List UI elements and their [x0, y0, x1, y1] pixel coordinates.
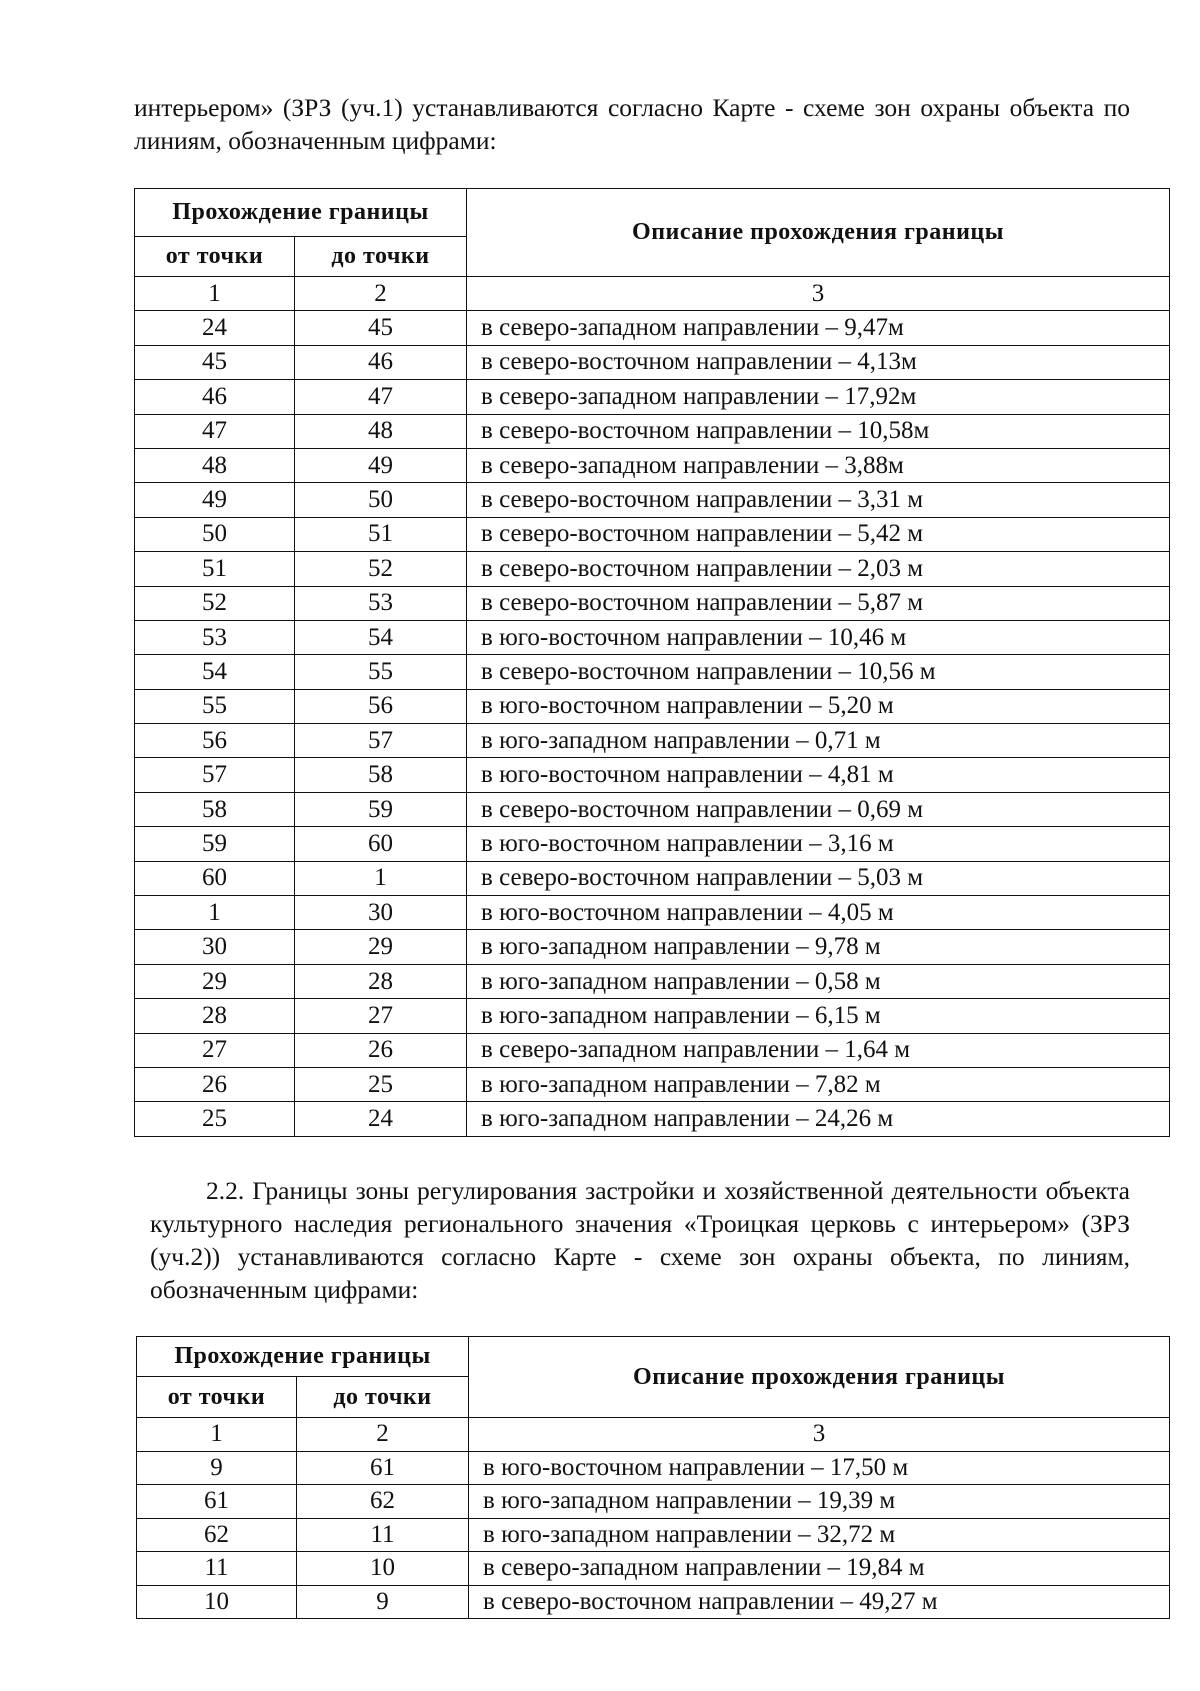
description-cell: в северо-восточном направлении – 5,03 м — [467, 861, 1170, 895]
description-cell: в северо-восточном направлении – 10,56 м — [467, 655, 1170, 689]
boundary-table-zone-2 — [136, 1336, 1170, 1619]
table-row — [135, 689, 1170, 723]
table-row — [135, 1067, 1170, 1101]
from-point-cell: 27 — [135, 1033, 295, 1067]
to-point-cell: 28 — [295, 964, 467, 998]
table-row — [135, 517, 1170, 551]
to-point-cell: 62 — [297, 1485, 469, 1519]
to-point-cell: 30 — [295, 896, 467, 930]
table-row — [135, 380, 1170, 414]
table-row — [135, 483, 1170, 517]
table-row — [135, 758, 1170, 792]
table-row — [137, 1585, 1170, 1619]
numbering-cell: 1 — [137, 1418, 297, 1452]
description-cell: в юго-западном направлении – 19,39 м — [469, 1485, 1170, 1519]
table-row — [137, 1451, 1170, 1485]
table-row — [135, 311, 1170, 345]
table-row — [135, 792, 1170, 826]
table-row — [135, 827, 1170, 861]
description-cell: в юго-восточном направлении – 10,46 м — [467, 620, 1170, 654]
numbering-cell: 2 — [295, 277, 467, 311]
from-point-cell: 29 — [135, 964, 295, 998]
to-point-cell: 46 — [295, 345, 467, 379]
description-cell: в юго-восточном направлении – 5,20 м — [467, 689, 1170, 723]
header-to-cell: до точки — [297, 1377, 469, 1418]
from-point-cell: 47 — [135, 414, 295, 448]
to-point-cell: 48 — [295, 414, 467, 448]
description-cell: в юго-западном направлении – 0,58 м — [467, 964, 1170, 998]
from-point-cell: 49 — [135, 483, 295, 517]
table-row — [135, 724, 1170, 758]
description-cell: в северо-восточном направлении – 5,87 м — [467, 586, 1170, 620]
description-cell: в юго-восточном направлении – 4,81 м — [467, 758, 1170, 792]
from-point-cell: 25 — [135, 1102, 295, 1136]
from-point-cell: 58 — [135, 792, 295, 826]
numbering-cell: 3 — [467, 277, 1170, 311]
table-row — [137, 1552, 1170, 1586]
description-cell: в юго-западном направлении – 32,72 м — [469, 1518, 1170, 1552]
from-point-cell: 62 — [137, 1518, 297, 1552]
numbering-cell: 1 — [135, 277, 295, 311]
to-point-cell: 11 — [297, 1518, 469, 1552]
table-row — [135, 586, 1170, 620]
header-from-cell: от точки — [135, 237, 295, 277]
to-point-cell: 45 — [295, 311, 467, 345]
from-point-cell: 46 — [135, 380, 295, 414]
to-point-cell: 25 — [295, 1067, 467, 1101]
from-point-cell: 48 — [135, 448, 295, 482]
from-point-cell: 45 — [135, 345, 295, 379]
header-group-cell: Прохождение границы — [137, 1337, 469, 1377]
to-point-cell: 24 — [295, 1102, 467, 1136]
description-cell: в юго-западном направлении – 6,15 м — [467, 999, 1170, 1033]
from-point-cell: 26 — [135, 1067, 295, 1101]
to-point-cell: 59 — [295, 792, 467, 826]
to-point-cell: 29 — [295, 930, 467, 964]
table2-body — [137, 1337, 1170, 1619]
table-row — [135, 1102, 1170, 1136]
table-row — [135, 414, 1170, 448]
table-row — [135, 999, 1170, 1033]
description-cell: в юго-восточном направлении – 3,16 м — [467, 827, 1170, 861]
description-cell: в северо-западном направлении – 3,88м — [467, 448, 1170, 482]
from-point-cell: 52 — [135, 586, 295, 620]
table-row — [137, 1485, 1170, 1519]
to-point-cell: 58 — [295, 758, 467, 792]
to-point-cell: 49 — [295, 448, 467, 482]
description-cell: в юго-западном направлении – 7,82 м — [467, 1067, 1170, 1101]
to-point-cell: 61 — [297, 1451, 469, 1485]
from-point-cell: 28 — [135, 999, 295, 1033]
table-row — [135, 345, 1170, 379]
to-point-cell: 57 — [295, 724, 467, 758]
from-point-cell: 10 — [137, 1585, 297, 1619]
from-point-cell: 61 — [137, 1485, 297, 1519]
table-row — [135, 655, 1170, 689]
description-cell: в северо-западном направлении – 9,47м — [467, 311, 1170, 345]
header-to-cell: до точки — [295, 237, 467, 277]
table1-body — [135, 189, 1170, 1137]
header-from-cell: от точки — [137, 1377, 297, 1418]
from-point-cell: 24 — [135, 311, 295, 345]
from-point-cell: 9 — [137, 1451, 297, 1485]
description-cell: в юго-западном направлении – 0,71 м — [467, 724, 1170, 758]
to-point-cell: 27 — [295, 999, 467, 1033]
section-paragraph: 2.2. Границы зоны регулирования застройки и хозяйственной деятельности объекта культурного наследия регионального значения «Троицкая церковь с интерьером» (ЗРЗ (уч.2)) устанавливаются согласно Карте - схеме зон охраны объекта, по линиям, обозначенным цифрами: — [150, 1176, 1130, 1304]
table-row — [135, 861, 1170, 895]
to-point-cell: 60 — [295, 827, 467, 861]
from-point-cell: 30 — [135, 930, 295, 964]
from-point-cell: 1 — [135, 896, 295, 930]
from-point-cell: 54 — [135, 655, 295, 689]
header-group-cell: Прохождение границы — [135, 189, 467, 237]
description-cell: в северо-западном направлении – 1,64 м — [467, 1033, 1170, 1067]
header-desc-cell: Описание прохождения границы — [467, 189, 1170, 277]
to-point-cell: 55 — [295, 655, 467, 689]
from-point-cell: 55 — [135, 689, 295, 723]
table-row — [135, 930, 1170, 964]
description-cell: в северо-восточном направлении – 2,03 м — [467, 552, 1170, 586]
description-cell: в юго-западном направлении – 24,26 м — [467, 1102, 1170, 1136]
description-cell: в северо-западном направлении – 19,84 м — [469, 1552, 1170, 1586]
to-point-cell: 54 — [295, 620, 467, 654]
from-point-cell: 56 — [135, 724, 295, 758]
to-point-cell: 53 — [295, 586, 467, 620]
boundary-table-zone-1 — [134, 188, 1170, 1137]
description-cell: в северо-восточном направлении – 3,31 м — [467, 483, 1170, 517]
from-point-cell: 59 — [135, 827, 295, 861]
to-point-cell: 51 — [295, 517, 467, 551]
to-point-cell: 47 — [295, 380, 467, 414]
description-cell: в северо-восточном направлении – 49,27 м — [469, 1585, 1170, 1619]
from-point-cell: 60 — [135, 861, 295, 895]
description-cell: в юго-восточном направлении – 17,50 м — [469, 1451, 1170, 1485]
from-point-cell: 53 — [135, 620, 295, 654]
from-point-cell: 11 — [137, 1552, 297, 1586]
to-point-cell: 52 — [295, 552, 467, 586]
numbering-cell: 2 — [297, 1418, 469, 1452]
table-row — [135, 964, 1170, 998]
table-row — [135, 620, 1170, 654]
intro-paragraph: интерьером» (ЗРЗ (уч.1) устанавливаются согласно Карте - схеме зон охраны объекта по линиям, обозначенным цифрами: — [134, 93, 1130, 155]
to-point-cell: 56 — [295, 689, 467, 723]
header-desc-cell: Описание прохождения границы — [469, 1337, 1170, 1418]
to-point-cell: 1 — [295, 861, 467, 895]
description-cell: в юго-восточном направлении – 4,05 м — [467, 896, 1170, 930]
numbering-row — [137, 1418, 1170, 1452]
description-cell: в северо-восточном направлении – 5,42 м — [467, 517, 1170, 551]
to-point-cell: 26 — [295, 1033, 467, 1067]
to-point-cell: 10 — [297, 1552, 469, 1586]
numbering-cell: 3 — [469, 1418, 1170, 1452]
table-header-row — [137, 1337, 1170, 1377]
description-cell: в северо-западном направлении – 17,92м — [467, 380, 1170, 414]
description-cell: в северо-восточном направлении – 10,58м — [467, 414, 1170, 448]
table-row — [135, 448, 1170, 482]
to-point-cell: 9 — [297, 1585, 469, 1619]
table-header-row — [135, 189, 1170, 237]
description-cell: в северо-восточном направлении – 4,13м — [467, 345, 1170, 379]
table-row — [135, 1033, 1170, 1067]
numbering-row — [135, 277, 1170, 311]
table-row — [137, 1518, 1170, 1552]
from-point-cell: 50 — [135, 517, 295, 551]
table-row — [135, 896, 1170, 930]
from-point-cell: 51 — [135, 552, 295, 586]
table-row — [135, 552, 1170, 586]
from-point-cell: 57 — [135, 758, 295, 792]
description-cell: в юго-западном направлении – 9,78 м — [467, 930, 1170, 964]
description-cell: в северо-восточном направлении – 0,69 м — [467, 792, 1170, 826]
to-point-cell: 50 — [295, 483, 467, 517]
